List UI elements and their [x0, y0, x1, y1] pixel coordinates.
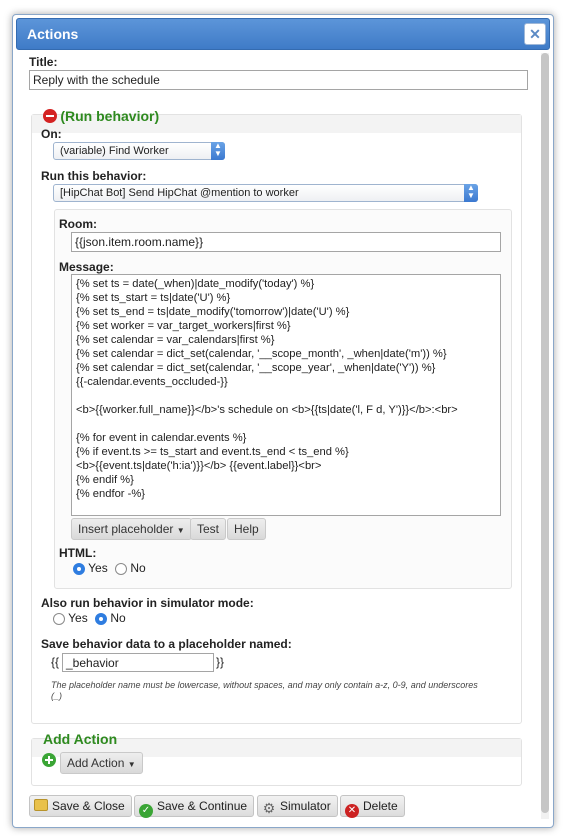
test-button[interactable]: Test: [190, 518, 226, 540]
gear-icon: ⚙: [262, 800, 276, 816]
placeholder-input[interactable]: _behavior: [62, 653, 214, 672]
message-line: {% set ts_end = ts|date_modify('tomorrow')|date('U') %}: [76, 306, 350, 318]
insert-placeholder-label: Insert placeholder: [78, 522, 174, 536]
simulator-label: Simulator: [280, 799, 331, 813]
delete-icon: ✕: [345, 804, 359, 818]
folder-save-icon: [34, 799, 48, 811]
message-line: {% if event.ts >= ts_start and event.ts_end < ts_end %}: [76, 446, 349, 458]
html-no-label[interactable]: No: [130, 561, 146, 575]
html-yes-label[interactable]: Yes: [88, 561, 108, 575]
close-button[interactable]: [524, 23, 546, 45]
message-line: {% set ts_start = ts|date('U') %}: [76, 292, 231, 304]
message-line: {% set calendar = dict_set(calendar, '__scope_month', _when|date('m')) %}: [76, 348, 447, 360]
message-label: Message:: [59, 260, 114, 274]
simulator-mode-label: Also run behavior in simulator mode:: [41, 596, 254, 610]
placeholder-label: Save behavior data to a placeholder named:: [41, 637, 292, 651]
save-continue-label: Save & Continue: [157, 799, 248, 813]
message-line: {% endfor -%}: [76, 488, 146, 500]
close-icon: ✕: [529, 26, 541, 42]
scrollbar-thumb[interactable]: [541, 53, 549, 813]
insert-placeholder-button[interactable]: [71, 518, 192, 540]
dialog-scrollbar[interactable]: [541, 53, 549, 819]
add-icon: [42, 753, 56, 767]
caret-down-icon: ▼: [176, 526, 185, 535]
simulator-no-radio[interactable]: [95, 613, 107, 625]
message-line: {% set ts = date(_when)|date_modify('today') %}: [76, 278, 315, 290]
checkmark-icon: ✓: [139, 804, 153, 818]
message-line: {% endif %}: [76, 474, 134, 486]
add-action-button[interactable]: [60, 752, 143, 774]
room-label: Room:: [59, 217, 97, 231]
title-input[interactable]: Reply with the schedule: [29, 70, 528, 90]
run-behavior-label: Run this behavior:: [41, 169, 147, 183]
dialog-title: Actions: [27, 26, 79, 42]
save-continue-button[interactable]: [134, 795, 254, 817]
simulator-no-label[interactable]: No: [110, 611, 126, 625]
save-close-button[interactable]: [29, 795, 132, 817]
message-line: <b>{{event.ts|date('h:ia')}}</b> {{event.label}}<br>: [76, 460, 322, 472]
remove-behavior-icon[interactable]: [43, 109, 57, 123]
message-line: {{-calendar.events_occluded-}}: [76, 376, 228, 388]
on-label: On:: [41, 127, 62, 141]
dialog-titlebar[interactable]: [16, 18, 550, 50]
message-line: {% set calendar = var_calendars|first %}: [76, 334, 275, 346]
run-behavior-select[interactable]: [53, 184, 478, 202]
placeholder-open-braces: {{: [51, 655, 60, 669]
placeholder-hint: The placeholder name must be lowercase, without spaces, and may only contain a-z, 0-9, and underscores (_): [51, 680, 478, 701]
run-behavior-heading: [43, 108, 159, 124]
message-line: {% set worker = var_target_workers|first %}: [76, 320, 291, 332]
title-label: Title:: [29, 55, 58, 69]
placeholder-close-braces: }}: [216, 655, 225, 669]
simulator-button[interactable]: [257, 795, 338, 817]
html-yes-radio[interactable]: [73, 563, 85, 575]
actions-dialog: [12, 14, 554, 828]
html-no-radio[interactable]: [115, 563, 127, 575]
run-behavior-title: (Run behavior): [60, 108, 160, 124]
add-action-button-label: Add Action: [67, 756, 125, 770]
simulator-radio-group: [53, 611, 126, 625]
simulator-yes-radio[interactable]: [53, 613, 65, 625]
message-line: {% set calendar = dict_set(calendar, '__scope_year', _when|date('Y')) %}: [76, 362, 436, 374]
help-button[interactable]: Help: [227, 518, 266, 540]
add-action-heading: Add Action: [43, 731, 118, 747]
delete-button[interactable]: [340, 795, 405, 817]
save-close-label: Save & Close: [52, 799, 125, 813]
message-line: [76, 417, 496, 431]
on-select[interactable]: [53, 142, 225, 160]
select-arrows-icon: ▲ ▼: [464, 184, 478, 202]
message-textarea[interactable]: [71, 274, 501, 516]
simulator-yes-label[interactable]: Yes: [68, 611, 88, 625]
html-radio-group: [73, 561, 146, 575]
delete-label: Delete: [363, 799, 398, 813]
on-select-value: (variable) Find Worker: [60, 145, 169, 157]
room-input[interactable]: {{json.item.room.name}}: [71, 232, 501, 252]
message-line: [76, 389, 496, 403]
message-line: <b>{{worker.full_name}}</b>'s schedule on <b>{{ts|date('l, F d, Y')}}</b>:<br>: [76, 404, 458, 416]
html-label: HTML:: [59, 546, 97, 560]
message-line: {% for event in calendar.events %}: [76, 432, 247, 444]
run-behavior-select-value: [HipChat Bot] Send HipChat @mention to worker: [60, 187, 299, 199]
select-arrows-icon: ▲ ▼: [211, 142, 225, 160]
caret-down-icon: ▼: [127, 760, 136, 769]
